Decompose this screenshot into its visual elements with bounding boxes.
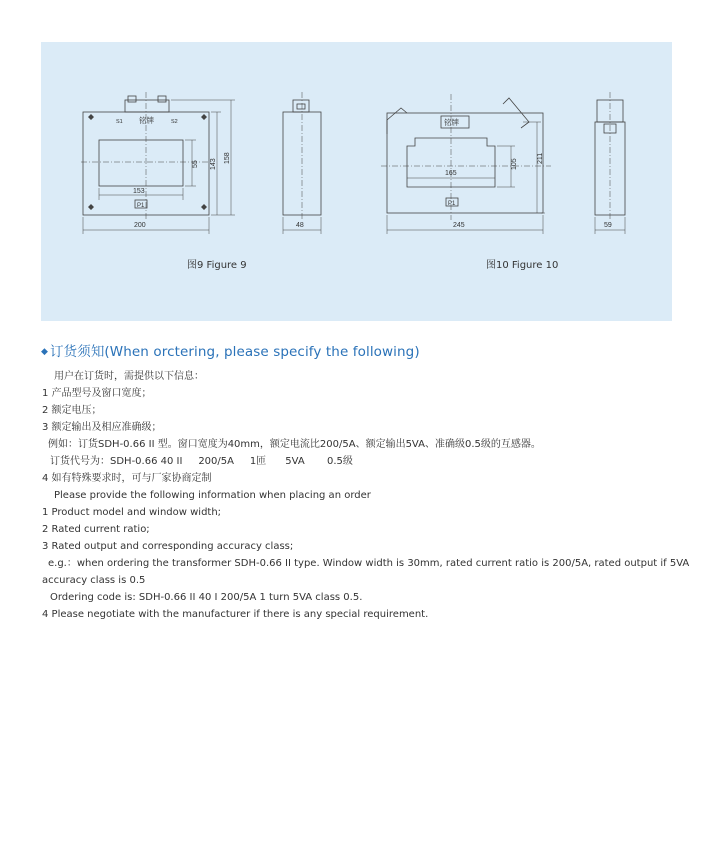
diamond-bullet-icon: ◆ <box>41 347 49 357</box>
instruction-line: 例如：订货SDH-0.66 II 型。窗口宽度为40mm，额定电流比200/5A、额定输出5VA、准确级0.5级的互感器。 <box>48 439 541 450</box>
fig9-dim-depth: 48 <box>296 222 304 229</box>
fig10-side-body <box>595 122 625 215</box>
instruction-line: 2 额定电压； <box>42 405 102 416</box>
instruction-line: accuracy class is 0.5 <box>42 575 146 586</box>
drawings-svg <box>41 42 672 321</box>
instruction-line: 1 Product model and window width; <box>42 507 222 518</box>
fig10-dim-depth: 59 <box>604 222 612 229</box>
instruction-line: e.g.：when ordering the transformer SDH-0.66 II type. Window width is 30mm, rated current ratio is 200/5A, rated output if 5VA <box>48 558 690 569</box>
fig10-left-bracket <box>387 108 407 134</box>
fig10-dim-width: 245 <box>453 222 465 229</box>
figure9-caption: 图9 Figure 9 <box>187 260 247 271</box>
figure9-side-view <box>283 92 321 234</box>
fig9-dim-window-width: 153 <box>133 188 145 195</box>
fig9-p1-label: P1 <box>137 203 145 209</box>
fig10-dim-window-height: 105 <box>511 158 518 170</box>
figure-panel <box>41 42 672 321</box>
section-title-text: 订货须知(When orctering, please specify the following) <box>50 344 420 360</box>
instruction-line: 4 如有特殊要求时，可与厂家协商定制 <box>42 473 212 484</box>
instruction-line: 4 Please negotiate with the manufacturer if there is any special requirement. <box>42 609 429 620</box>
fig10-nameplate-label: 铭牌 <box>444 118 459 127</box>
fig10-dim-window-width: 165 <box>445 170 457 177</box>
ordering-instructions <box>42 368 690 623</box>
figure10-front-view <box>381 94 551 234</box>
fig10-p1-label: P1 <box>448 201 456 207</box>
section-title <box>41 340 420 360</box>
fig9-dim-width: 200 <box>134 222 146 229</box>
instruction-line: 2 Rated current ratio; <box>42 524 150 535</box>
fig9-nameplate-label: 铭牌 <box>139 116 154 125</box>
fig9-dim-window-height: 55 <box>192 160 199 168</box>
instruction-line: Please provide the following information when placing an order <box>54 490 371 501</box>
fig10-dim-total-height: 211 <box>537 152 544 164</box>
figure10-side-view <box>595 92 625 234</box>
fig9-terminal-left-post <box>128 96 136 102</box>
fig9-side-terminal <box>293 100 309 112</box>
instruction-line: 3 额定输出及相应准确级； <box>42 422 162 433</box>
instruction-line: Ordering code is: SDH-0.66 II 40 I 200/5A 1 turn 5VA class 0.5. <box>50 592 363 603</box>
fig9-window <box>99 140 183 186</box>
figure10-caption: 图10 Figure 10 <box>486 260 559 271</box>
fig9-side-terminal-post <box>297 104 305 109</box>
instruction-line: 用户在订货时，需提供以下信息： <box>54 371 204 382</box>
instruction-line: 订货代号为：SDH-0.66 40 II 200/5A 1匝 5VA 0.5级 <box>50 456 353 467</box>
fig9-terminal-right-post <box>158 96 166 102</box>
fig9-dim-inner-height: 143 <box>210 158 217 170</box>
fig9-terminal-s2: S2 <box>171 119 178 125</box>
instruction-line: 3 Rated output and corresponding accuracy class; <box>42 541 294 552</box>
fig9-terminal-s1: S1 <box>116 119 123 125</box>
instruction-line: 1 产品型号及窗口宽度； <box>42 388 152 399</box>
fig9-dim-total-height: 158 <box>224 152 231 164</box>
